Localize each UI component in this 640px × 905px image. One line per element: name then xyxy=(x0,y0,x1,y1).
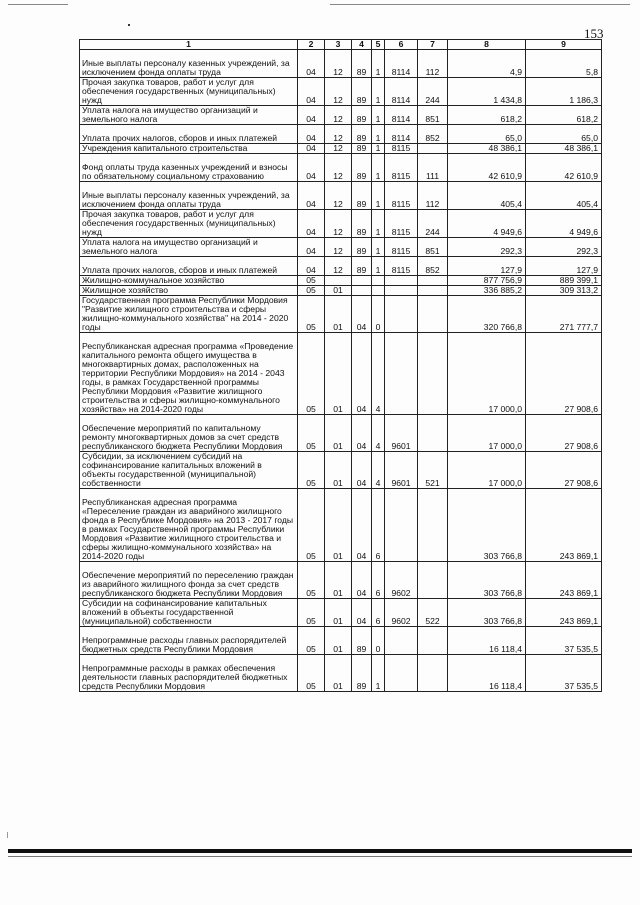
row-cell-c7 xyxy=(418,296,448,333)
row-cell-c7: 112 xyxy=(418,50,448,78)
row-cell-c7 xyxy=(418,276,448,286)
row-cell-c3: 12 xyxy=(325,125,352,144)
row-cell-c3: 12 xyxy=(325,144,352,154)
row-cell-c2: 05 xyxy=(298,562,325,599)
bottom-border-thin xyxy=(8,856,632,857)
row-cell-c4 xyxy=(352,286,372,296)
column-header-9: 9 xyxy=(526,40,602,50)
row-cell-c4: 04 xyxy=(352,599,372,627)
row-cell-c3: 01 xyxy=(325,296,352,333)
row-name-cell: Уплата прочих налогов, сборов и иных платежей xyxy=(80,125,298,144)
column-header-6: 6 xyxy=(385,40,418,50)
row-name-cell: Жилищное хозяйство xyxy=(80,286,298,296)
row-cell-c4: 04 xyxy=(352,415,372,452)
row-cell-c6 xyxy=(385,296,418,333)
row-cell-c8: 16 118,4 xyxy=(448,655,526,692)
row-cell-c8: 303 766,8 xyxy=(448,562,526,599)
row-cell-c8: 48 386,1 xyxy=(448,144,526,154)
row-name-cell: Прочая закупка товаров, работ и услуг для обеспечения государственных (муниципальных) нужд xyxy=(80,78,298,106)
row-cell-c3: 12 xyxy=(325,78,352,106)
table-row xyxy=(80,452,602,489)
row-cell-c5: 0 xyxy=(372,296,385,333)
row-name-cell: Уплата прочих налогов, сборов и иных платежей xyxy=(80,257,298,276)
row-name-cell: Государственная программа Республики Мордовия "Развитие жилищного строительства и сферы жилищно-коммунального хозяйства" на 2014 - 2020 годы xyxy=(80,296,298,333)
table-body xyxy=(80,50,602,692)
row-cell-c6 xyxy=(385,333,418,415)
table-row xyxy=(80,125,602,144)
row-cell-c2: 04 xyxy=(298,78,325,106)
row-cell-c3: 12 xyxy=(325,210,352,238)
row-cell-c5: 4 xyxy=(372,452,385,489)
table-row xyxy=(80,50,602,78)
row-cell-c4: 89 xyxy=(352,655,372,692)
row-name-cell: Уплата налога на имущество организаций и земельного налога xyxy=(80,238,298,257)
row-cell-c2: 04 xyxy=(298,257,325,276)
row-cell-c7 xyxy=(418,562,448,599)
row-cell-c9: 127,9 xyxy=(526,257,602,276)
row-cell-c9: 65,0 xyxy=(526,125,602,144)
row-cell-c4: 04 xyxy=(352,296,372,333)
row-cell-c9: 48 386,1 xyxy=(526,144,602,154)
row-cell-c3: 01 xyxy=(325,333,352,415)
row-cell-c6: 8115 xyxy=(385,238,418,257)
row-cell-c8: 16 118,4 xyxy=(448,627,526,655)
row-cell-c9: 42 610,9 xyxy=(526,154,602,182)
row-cell-c2: 04 xyxy=(298,125,325,144)
row-cell-c9: 1 186,3 xyxy=(526,78,602,106)
table-row xyxy=(80,415,602,452)
row-cell-c7: 851 xyxy=(418,106,448,125)
table-row xyxy=(80,154,602,182)
row-cell-c2: 05 xyxy=(298,599,325,627)
scan-dot xyxy=(128,24,130,26)
row-cell-c3: 01 xyxy=(325,599,352,627)
row-cell-c9: 405,4 xyxy=(526,182,602,210)
row-cell-c2: 04 xyxy=(298,154,325,182)
row-cell-c6: 9601 xyxy=(385,452,418,489)
row-cell-c9: 243 869,1 xyxy=(526,489,602,562)
row-cell-c8: 303 766,8 xyxy=(448,489,526,562)
row-cell-c9: 243 869,1 xyxy=(526,599,602,627)
table-row xyxy=(80,627,602,655)
top-edge-line xyxy=(330,4,630,5)
row-cell-c4: 89 xyxy=(352,125,372,144)
row-cell-c8: 127,9 xyxy=(448,257,526,276)
table-row xyxy=(80,257,602,276)
row-cell-c7: 851 xyxy=(418,238,448,257)
row-cell-c9: 4 949,6 xyxy=(526,210,602,238)
row-cell-c8: 877 756,9 xyxy=(448,276,526,286)
table-row xyxy=(80,286,602,296)
row-name-cell: Учреждения капитального строительства xyxy=(80,144,298,154)
row-name-cell: Республиканская адресная программа «Проведение капитального ремонта общего имущества в многоквартирных домах, расположенных на территории Республики Мордовия» на 2014 - 2043 годы, в рамках Государственной программы Республики Мордовия «Развитие жилищного строительства и сферы жилищно-коммунального хозяйства» на 2014-2020 годы xyxy=(80,333,298,415)
row-cell-c6: 9602 xyxy=(385,562,418,599)
row-cell-c3: 12 xyxy=(325,238,352,257)
row-cell-c6 xyxy=(385,627,418,655)
row-cell-c8: 336 885,2 xyxy=(448,286,526,296)
row-cell-c2: 05 xyxy=(298,296,325,333)
row-cell-c8: 17 000,0 xyxy=(448,415,526,452)
row-cell-c6: 9601 xyxy=(385,415,418,452)
row-cell-c9: 37 535,5 xyxy=(526,627,602,655)
row-cell-c9: 37 535,5 xyxy=(526,655,602,692)
row-cell-c5: 1 xyxy=(372,144,385,154)
row-cell-c9: 889 399,1 xyxy=(526,276,602,286)
row-cell-c6 xyxy=(385,489,418,562)
row-cell-c7 xyxy=(418,627,448,655)
row-cell-c3: 01 xyxy=(325,627,352,655)
row-cell-c6 xyxy=(385,276,418,286)
row-cell-c9: 271 777,7 xyxy=(526,296,602,333)
table-row xyxy=(80,489,602,562)
row-cell-c8: 320 766,8 xyxy=(448,296,526,333)
row-cell-c7: 244 xyxy=(418,78,448,106)
row-cell-c2: 04 xyxy=(298,144,325,154)
row-cell-c9: 27 908,6 xyxy=(526,333,602,415)
budget-table xyxy=(79,39,602,692)
row-cell-c4: 04 xyxy=(352,489,372,562)
row-cell-c6: 8114 xyxy=(385,125,418,144)
table-row xyxy=(80,78,602,106)
row-cell-c5: 4 xyxy=(372,415,385,452)
row-cell-c5: 0 xyxy=(372,627,385,655)
row-cell-c8: 42 610,9 xyxy=(448,154,526,182)
table-row xyxy=(80,106,602,125)
row-name-cell: Иные выплаты персоналу казенных учреждений, за исключением фонда оплаты труда xyxy=(80,50,298,78)
column-header-1: 1 xyxy=(80,40,298,50)
top-edge-line-left xyxy=(8,4,68,5)
row-cell-c7 xyxy=(418,144,448,154)
row-name-cell: Обеспечение мероприятий по переселению граждан из аварийного жилищного фонда за счет средств республиканского бюджета Республики Мордовия xyxy=(80,562,298,599)
row-cell-c4: 89 xyxy=(352,627,372,655)
row-cell-c8: 4,9 xyxy=(448,50,526,78)
bottom-border-thick xyxy=(8,849,632,853)
row-cell-c8: 1 434,8 xyxy=(448,78,526,106)
row-cell-c4: 89 xyxy=(352,257,372,276)
row-cell-c8: 292,3 xyxy=(448,238,526,257)
row-cell-c5: 1 xyxy=(372,257,385,276)
row-name-cell: Республиканская адресная программа «Переселение граждан из аварийного жилищного фонда в Республике Мордовия» на 2013 - 2017 годы в рамках Государственной программы Республики Мордовия «Развитие жилищного строительства и сферы жилищно-коммунального хозяйства» на 2014-2020 годы xyxy=(80,489,298,562)
row-cell-c6: 8114 xyxy=(385,106,418,125)
row-name-cell: Обеспечение мероприятий по капитальному ремонту многоквартирных домов за счет средств республиканского бюджета Республики Мордовия xyxy=(80,415,298,452)
column-header-8: 8 xyxy=(448,40,526,50)
row-name-cell: Фонд оплаты труда казенных учреждений и взносы по обязательному социальному страхованию xyxy=(80,154,298,182)
row-cell-c4: 89 xyxy=(352,106,372,125)
row-cell-c7 xyxy=(418,415,448,452)
row-cell-c4: 89 xyxy=(352,78,372,106)
row-cell-c3: 01 xyxy=(325,562,352,599)
row-cell-c7 xyxy=(418,655,448,692)
row-cell-c6: 8114 xyxy=(385,50,418,78)
row-cell-c4: 04 xyxy=(352,333,372,415)
header-row xyxy=(80,40,602,50)
row-cell-c6: 8115 xyxy=(385,144,418,154)
table-row xyxy=(80,144,602,154)
row-cell-c7: 852 xyxy=(418,257,448,276)
row-cell-c5: 6 xyxy=(372,562,385,599)
row-cell-c2: 05 xyxy=(298,655,325,692)
row-cell-c4: 89 xyxy=(352,210,372,238)
row-cell-c3: 01 xyxy=(325,286,352,296)
row-cell-c2: 05 xyxy=(298,333,325,415)
row-cell-c2: 04 xyxy=(298,50,325,78)
row-name-cell: Субсидии на софинансирование капитальных вложений в объекты государственной (муниципальной) собственности xyxy=(80,599,298,627)
row-cell-c2: 05 xyxy=(298,276,325,286)
row-cell-c9: 618,2 xyxy=(526,106,602,125)
row-cell-c7 xyxy=(418,333,448,415)
row-cell-c3: 01 xyxy=(325,415,352,452)
row-cell-c2: 05 xyxy=(298,286,325,296)
row-cell-c3: 01 xyxy=(325,489,352,562)
page-number: 153 xyxy=(584,26,604,41)
row-cell-c8: 303 766,8 xyxy=(448,599,526,627)
row-cell-c4: 04 xyxy=(352,562,372,599)
row-cell-c3: 01 xyxy=(325,655,352,692)
row-cell-c9: 292,3 xyxy=(526,238,602,257)
row-cell-c7: 111 xyxy=(418,154,448,182)
row-cell-c2: 05 xyxy=(298,452,325,489)
table-row xyxy=(80,182,602,210)
row-cell-c5: 6 xyxy=(372,599,385,627)
row-cell-c4: 89 xyxy=(352,182,372,210)
row-cell-c5: 1 xyxy=(372,50,385,78)
row-cell-c2: 04 xyxy=(298,106,325,125)
row-cell-c6: 8115 xyxy=(385,210,418,238)
row-cell-c7: 852 xyxy=(418,125,448,144)
row-name-cell: Субсидии, за исключением субсидий на софинансирование капитальных вложений в объекты государственной (муниципальной) собственности xyxy=(80,452,298,489)
row-cell-c3: 12 xyxy=(325,257,352,276)
row-cell-c6: 9602 xyxy=(385,599,418,627)
row-cell-c8: 405,4 xyxy=(448,182,526,210)
row-cell-c8: 17 000,0 xyxy=(448,333,526,415)
row-cell-c7: 244 xyxy=(418,210,448,238)
column-header-7: 7 xyxy=(418,40,448,50)
row-cell-c2: 05 xyxy=(298,627,325,655)
row-name-cell: Непрограммные расходы главных распорядителей бюджетных средств Республики Мордовия xyxy=(80,627,298,655)
row-cell-c8: 618,2 xyxy=(448,106,526,125)
row-cell-c4: 04 xyxy=(352,452,372,489)
table-row xyxy=(80,296,602,333)
row-cell-c6 xyxy=(385,286,418,296)
row-cell-c4: 89 xyxy=(352,154,372,182)
row-cell-c5: 1 xyxy=(372,182,385,210)
row-cell-c4 xyxy=(352,276,372,286)
row-name-cell: Иные выплаты персоналу казенных учреждений, за исключением фонда оплаты труда xyxy=(80,182,298,210)
row-cell-c2: 04 xyxy=(298,238,325,257)
row-cell-c9: 309 313,2 xyxy=(526,286,602,296)
row-name-cell: Прочая закупка товаров, работ и услуг для обеспечения государственных (муниципальных) нужд xyxy=(80,210,298,238)
row-cell-c5: 1 xyxy=(372,655,385,692)
row-cell-c5: 4 xyxy=(372,333,385,415)
table-row xyxy=(80,210,602,238)
table-row xyxy=(80,238,602,257)
row-cell-c5: 1 xyxy=(372,78,385,106)
row-cell-c5 xyxy=(372,286,385,296)
row-cell-c3: 12 xyxy=(325,106,352,125)
row-cell-c6: 8115 xyxy=(385,182,418,210)
row-cell-c6: 8114 xyxy=(385,78,418,106)
row-cell-c7 xyxy=(418,286,448,296)
row-cell-c3 xyxy=(325,276,352,286)
row-cell-c4: 89 xyxy=(352,238,372,257)
row-cell-c6: 8115 xyxy=(385,257,418,276)
row-cell-c3: 12 xyxy=(325,50,352,78)
row-cell-c3: 12 xyxy=(325,154,352,182)
row-cell-c5: 1 xyxy=(372,125,385,144)
row-name-cell: Уплата налога на имущество организаций и земельного налога xyxy=(80,106,298,125)
row-cell-c4: 89 xyxy=(352,50,372,78)
row-name-cell: Жилищно-коммунальное хозяйство xyxy=(80,276,298,286)
row-cell-c5: 1 xyxy=(372,210,385,238)
row-cell-c8: 4 949,6 xyxy=(448,210,526,238)
row-cell-c5: 1 xyxy=(372,154,385,182)
row-cell-c8: 17 000,0 xyxy=(448,452,526,489)
row-cell-c5: 1 xyxy=(372,238,385,257)
row-cell-c2: 04 xyxy=(298,182,325,210)
table-row xyxy=(80,599,602,627)
row-cell-c7: 112 xyxy=(418,182,448,210)
row-cell-c9: 5,8 xyxy=(526,50,602,78)
table-row xyxy=(80,655,602,692)
row-cell-c9: 27 908,6 xyxy=(526,415,602,452)
table-row xyxy=(80,562,602,599)
row-cell-c9: 243 869,1 xyxy=(526,562,602,599)
row-cell-c2: 04 xyxy=(298,210,325,238)
row-cell-c7: 522 xyxy=(418,599,448,627)
margin-tick xyxy=(7,832,8,838)
row-name-cell: Непрограммные расходы в рамках обеспечения деятельности главных распорядителей бюджетных средств Республики Мордовия xyxy=(80,655,298,692)
row-cell-c3: 01 xyxy=(325,452,352,489)
row-cell-c2: 05 xyxy=(298,489,325,562)
row-cell-c3: 12 xyxy=(325,182,352,210)
row-cell-c5 xyxy=(372,276,385,286)
column-header-2: 2 xyxy=(298,40,325,50)
column-header-5: 5 xyxy=(372,40,385,50)
table-row xyxy=(80,333,602,415)
row-cell-c9: 27 908,6 xyxy=(526,452,602,489)
row-cell-c5: 1 xyxy=(372,106,385,125)
row-cell-c5: 6 xyxy=(372,489,385,562)
row-cell-c7 xyxy=(418,489,448,562)
row-cell-c6: 8115 xyxy=(385,154,418,182)
column-header-4: 4 xyxy=(352,40,372,50)
row-cell-c2: 05 xyxy=(298,415,325,452)
row-cell-c7: 521 xyxy=(418,452,448,489)
row-cell-c8: 65,0 xyxy=(448,125,526,144)
row-cell-c4: 89 xyxy=(352,144,372,154)
column-header-3: 3 xyxy=(325,40,352,50)
table-row xyxy=(80,276,602,286)
row-cell-c6 xyxy=(385,655,418,692)
